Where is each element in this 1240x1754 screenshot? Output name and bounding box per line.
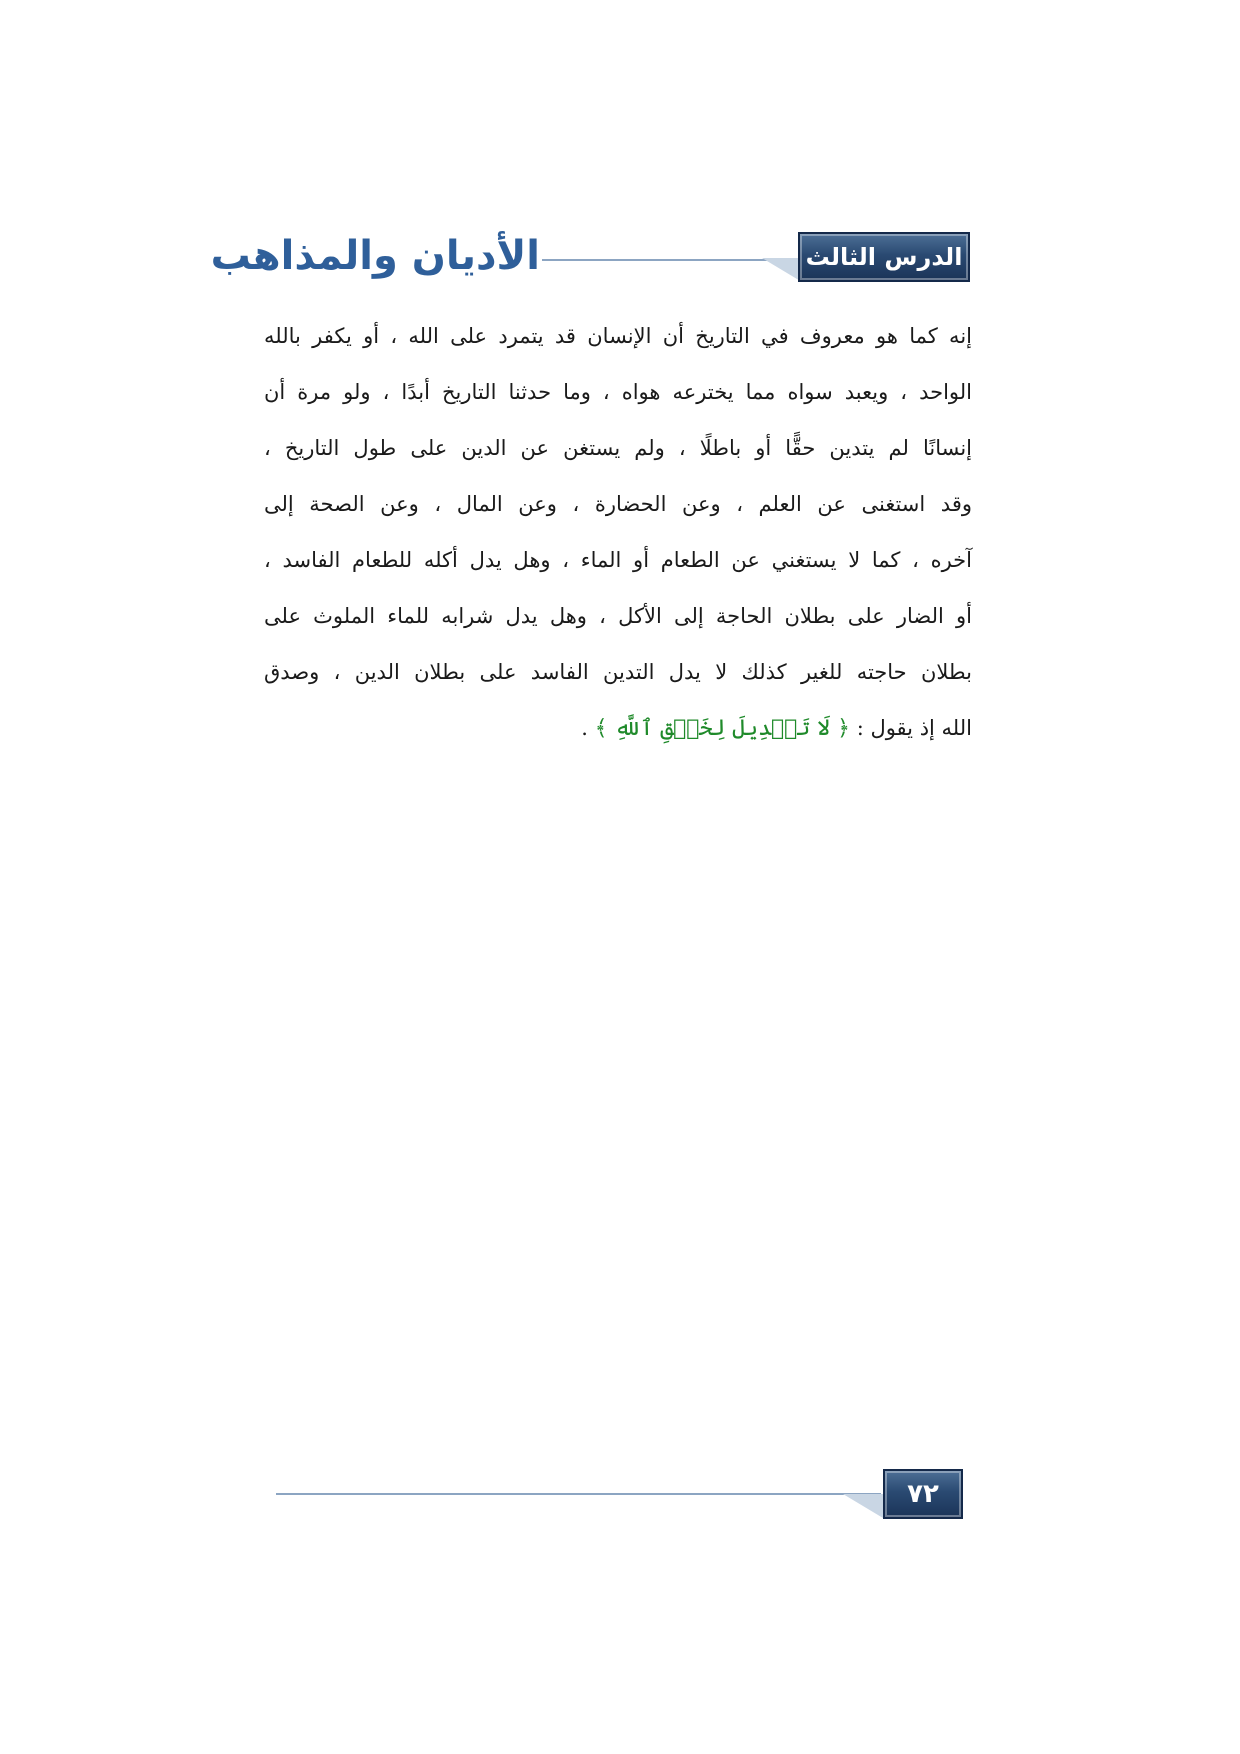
text-line-6: أو الضار على بطلان الحاجة إلى الأكل ، وهل يدل شرابه للماء الملوث على [264,604,972,628]
body-text [264,308,972,756]
closing-period: . [581,716,595,740]
header-ornament [762,258,802,282]
text-line-3: إنسانًا لم يتدين حقًّا أو باطلًا ، ولم يستغن عن الدين على طول التاريخ ، [264,436,972,460]
page-number-badge [883,1469,963,1519]
footer-divider [276,1493,881,1495]
lesson-badge [798,232,970,282]
text-line-5: آخره ، كما لا يستغني عن الطعام أو الماء ، وهل يدل أكله للطعام الفاسد ، [264,548,972,572]
page-number: ٧٢ [907,1479,939,1509]
text-line-1: إنه كما هو معروف في التاريخ أن الإنسان قد يتمرد على الله ، أو يكفر بالله [264,324,972,348]
lesson-label: الدرس الثالث [805,243,963,271]
quote-intro: الله إذ يقول : [850,716,972,740]
page-header [210,228,970,288]
book-title: الأديان والمذاهب [210,233,540,279]
text-line-7: بطلان حاجته للغير كذلك لا يدل التدين الفاسد على بطلان الدين ، وصدق [264,660,972,684]
text-line-4: وقد استغنى عن العلم ، وعن الحضارة ، وعن المال ، وعن الصحة إلى [264,492,972,516]
text-line-8 [264,700,972,756]
footer-ornament [843,1494,883,1518]
header-divider [542,259,798,261]
quran-verse: ﴿ لَا تَبۡدِيلَ لِخَلۡقِ ٱللَّهِ ﴾ [594,716,851,741]
text-line-2: الواحد ، ويعبد سواه مما يخترعه هواه ، وما حدثنا التاريخ أبدًا ، ولو مرة أن [264,380,973,404]
